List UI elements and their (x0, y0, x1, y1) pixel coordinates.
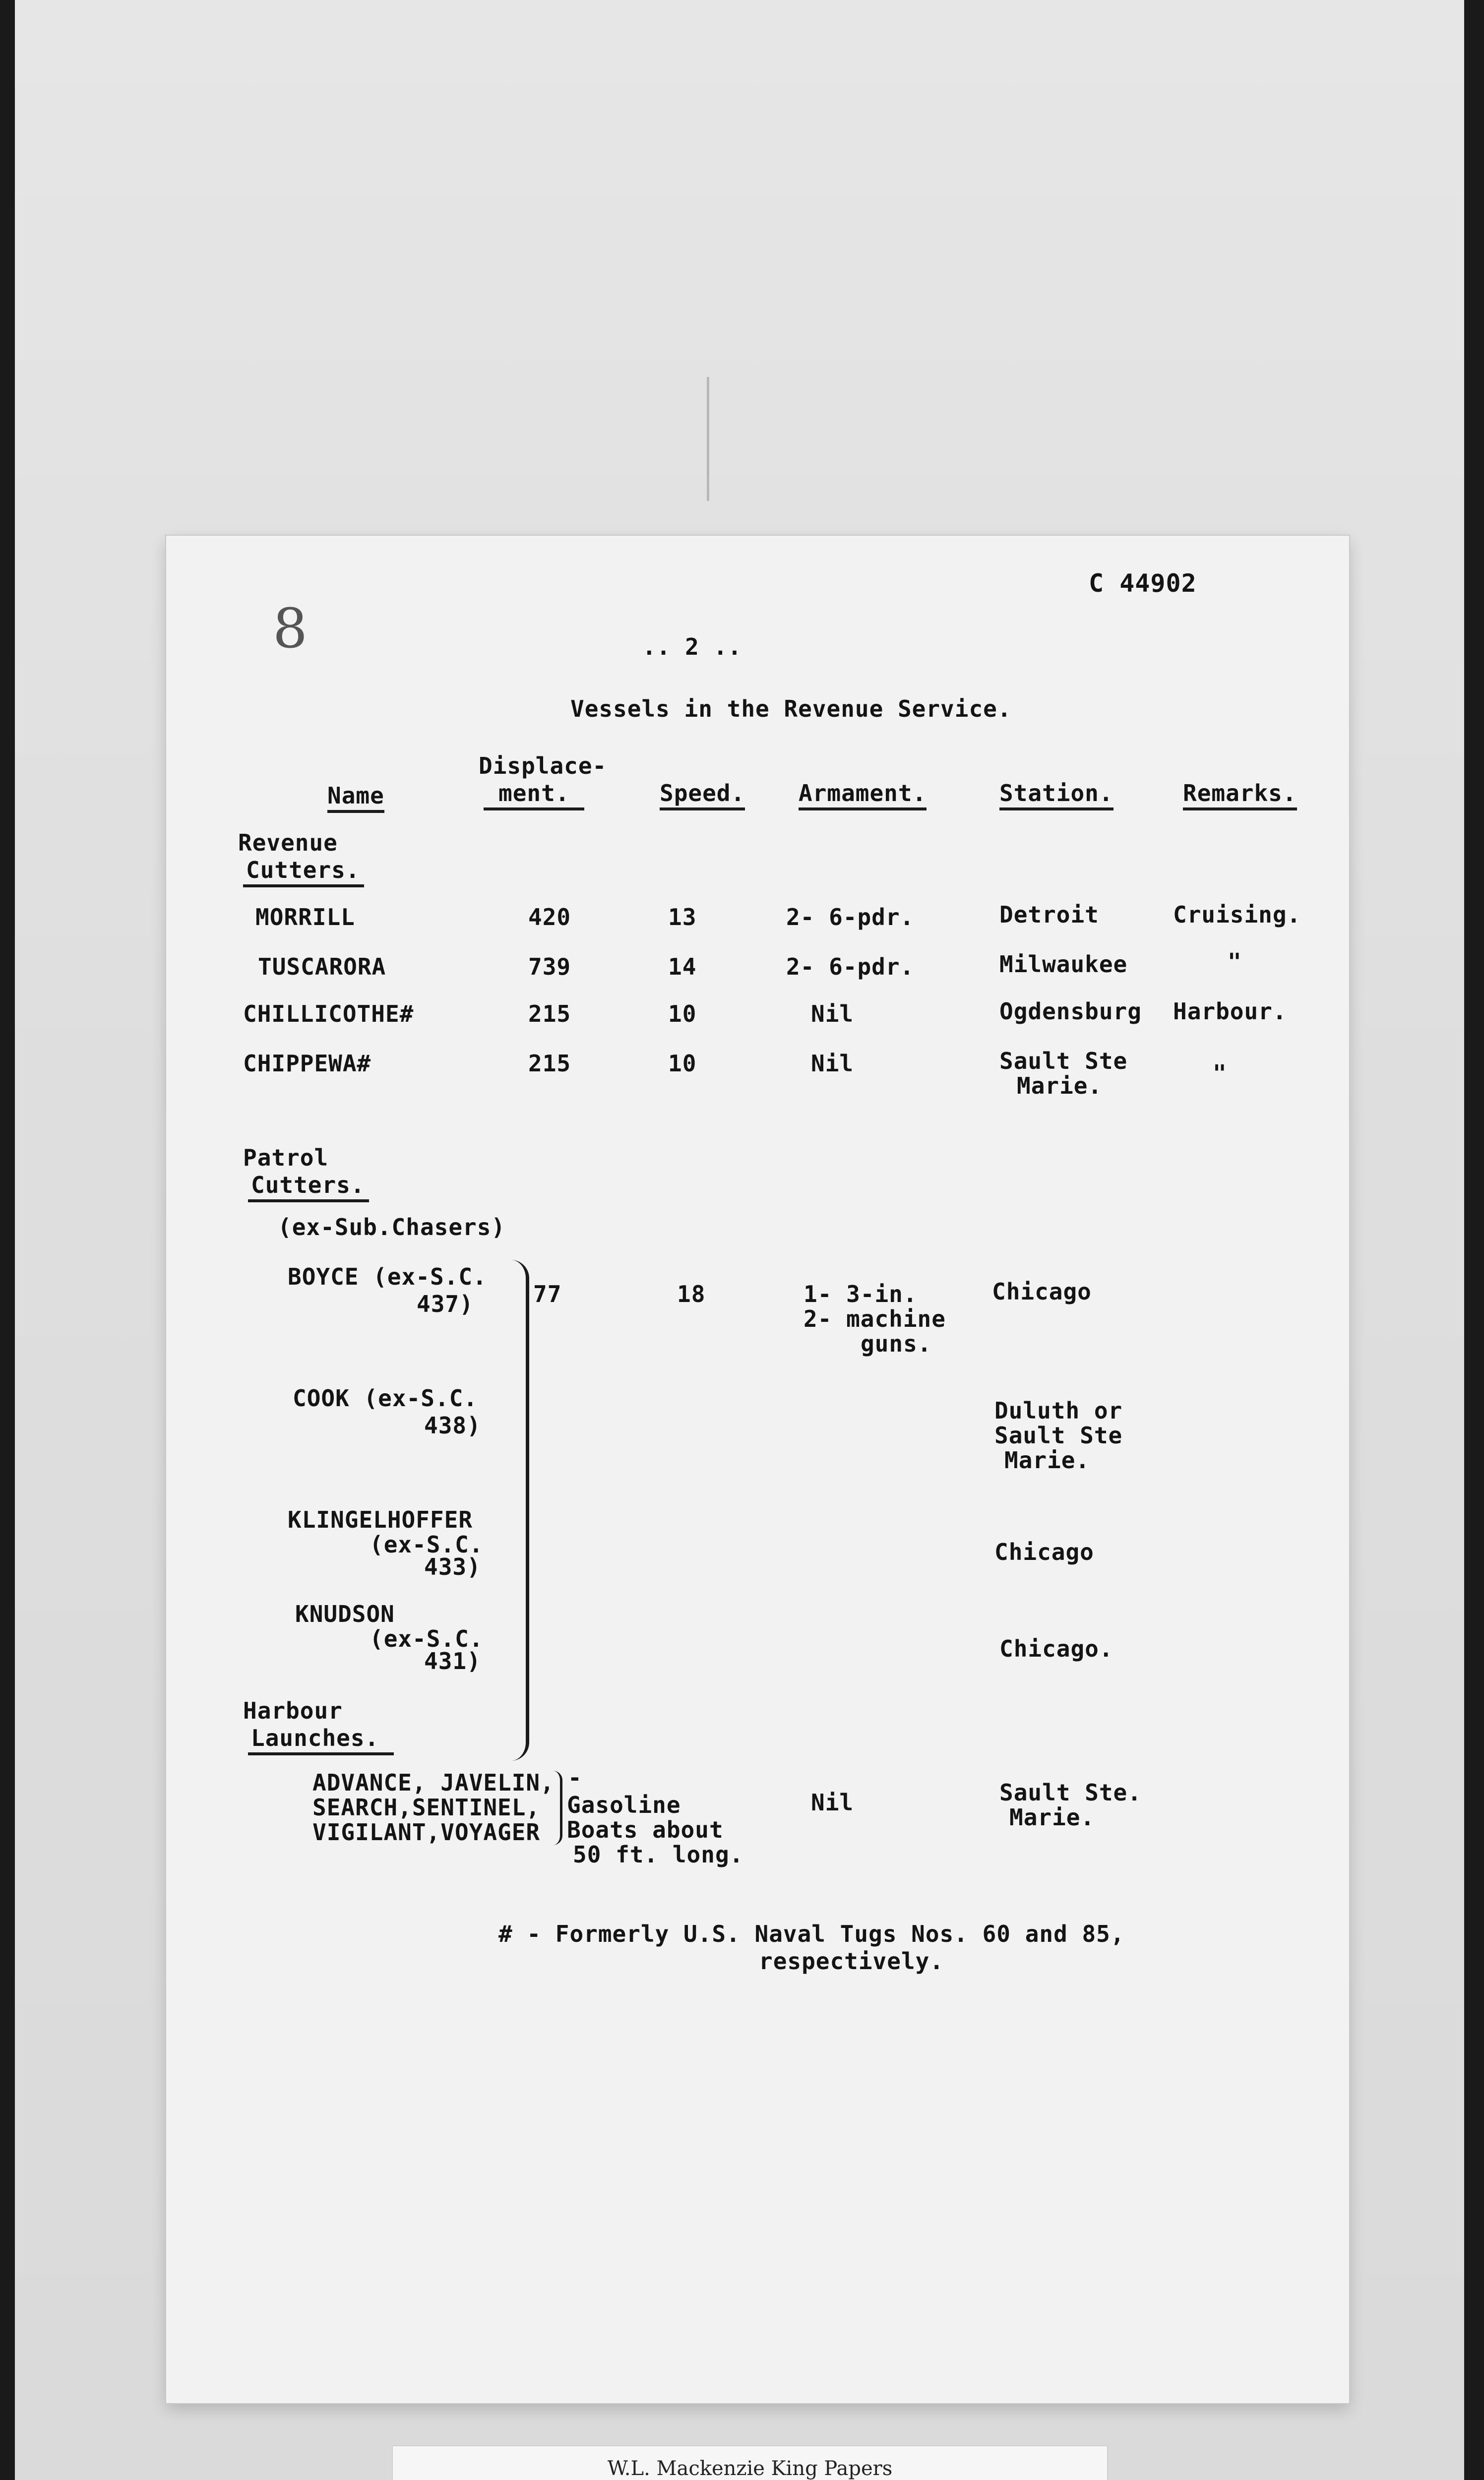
vessel-station: Sault Ste (999, 1048, 1128, 1074)
harbour-launch-dash: - (568, 1764, 582, 1791)
section-revenue-label-2: Cutters. (243, 858, 364, 882)
page-number: .. 2 .. (642, 633, 742, 660)
column-header-displacement-2: ment. (484, 781, 584, 805)
patrol-boat-name: KNUDSON (295, 1601, 395, 1627)
document-heading: Vessels in the Revenue Service. (570, 695, 1012, 722)
vessel-name: CHIPPEWA# (243, 1050, 371, 1077)
harbour-group-brace (553, 1771, 562, 1845)
vessel-station: Detroit (999, 901, 1099, 928)
patrol-station-cont: Marie. (1004, 1447, 1090, 1474)
footnote-line-1: # - Formerly U.S. Naval Tugs Nos. 60 and 85, (498, 1921, 1125, 1947)
harbour-launch-names-3: VIGILANT,VOYAGER (312, 1819, 541, 1846)
harbour-launch-armament: Nil (811, 1789, 854, 1816)
patrol-boat-name: KLINGELHOFFER (288, 1506, 473, 1533)
column-header-station: Station. (999, 781, 1113, 805)
patrol-boat-name-cont: (ex-S.C. (370, 1625, 484, 1652)
vessel-speed: 10 (668, 1050, 697, 1077)
vessel-armament: Nil (811, 1000, 854, 1027)
patrol-displacement: 77 (533, 1281, 562, 1307)
vessel-station: Milwaukee (999, 951, 1128, 978)
column-header-name: Name (327, 784, 384, 807)
patrol-armament-1: 1- 3-in. (804, 1281, 918, 1307)
vessel-remarks-ditto: " (1213, 1060, 1227, 1087)
vessel-speed: 10 (668, 1000, 697, 1027)
section-harbour-label-1: Harbour (243, 1697, 343, 1724)
patrol-armament-2: 2- machine (804, 1305, 946, 1332)
collection-name: W.L. Mackenzie King Papers (607, 2457, 893, 2480)
vessel-armament: 2- 6-pdr. (786, 904, 915, 930)
vessel-name: TUSCARORA (258, 953, 386, 980)
vessel-speed: 13 (668, 904, 697, 930)
vessel-speed: 14 (668, 953, 697, 980)
patrol-boat-name-cont: 438) (424, 1412, 481, 1439)
section-patrol-label-2: Cutters. (248, 1173, 369, 1197)
footnote-line-2: respectively. (759, 1948, 944, 1975)
column-header-armament: Armament. (799, 781, 927, 805)
collection-label (392, 2445, 1108, 2480)
patrol-boat-name-cont: 431) (424, 1648, 481, 1674)
harbour-launch-description-2: Boats about (567, 1816, 724, 1843)
vessel-remarks-ditto: " (1228, 948, 1242, 975)
harbour-launch-description-3: 50 ft. long. (573, 1841, 744, 1868)
vessel-displacement: 215 (528, 1000, 571, 1027)
patrol-boat-name-cont: 437) (417, 1291, 474, 1317)
vessel-displacement: 739 (528, 953, 571, 980)
harbour-launch-names-1: ADVANCE, JAVELIN, (312, 1769, 555, 1796)
section-revenue-label-1: Revenue (238, 829, 338, 856)
patrol-speed: 18 (677, 1281, 706, 1307)
harbour-launch-station-1: Sault Ste. (999, 1779, 1142, 1806)
vessel-displacement: 215 (528, 1050, 571, 1077)
patrol-station: Duluth or (994, 1397, 1123, 1424)
column-header-remarks: Remarks. (1183, 781, 1297, 805)
harbour-launch-station-2: Marie. (1009, 1804, 1095, 1831)
vessel-remarks: Harbour. (1173, 998, 1287, 1025)
patrol-station: Chicago (994, 1539, 1094, 1565)
vessel-displacement: 420 (528, 904, 571, 930)
vessel-name: MORRILL (255, 904, 355, 930)
section-patrol-label-1: Patrol (243, 1144, 329, 1171)
vessel-armament: 2- 6-pdr. (786, 953, 915, 980)
film-edge-left (0, 0, 15, 2480)
document-id: C 44902 (1089, 569, 1197, 598)
section-harbour-label-2: Launches. (248, 1726, 394, 1750)
vessel-station-cont: Marie. (1017, 1072, 1103, 1099)
section-patrol-subtitle: (ex-Sub.Chasers) (278, 1214, 506, 1240)
column-header-displacement-1: Displace- (479, 752, 607, 779)
patrol-boat-name-cont: (ex-S.C. (370, 1531, 484, 1558)
patrol-station: Chicago (992, 1278, 1092, 1305)
harbour-launch-description-1: Gasoline (567, 1792, 681, 1818)
patrol-boat-name: BOYCE (ex-S.C. (288, 1263, 487, 1290)
patrol-station: Chicago. (999, 1635, 1113, 1662)
document-page (166, 536, 1349, 2403)
page-marker-handwritten: 8 (273, 597, 308, 660)
patrol-armament-3: guns. (861, 1330, 932, 1357)
vessel-name: CHILLICOTHE# (243, 1000, 414, 1027)
patrol-station-cont: Sault Ste (994, 1422, 1123, 1449)
film-edge-right (1464, 0, 1484, 2480)
vessel-armament: Nil (811, 1050, 854, 1077)
patrol-boat-name-cont: 433) (424, 1553, 481, 1580)
patrol-group-brace (511, 1260, 529, 1761)
harbour-launch-names-2: SEARCH,SENTINEL, (312, 1794, 541, 1821)
patrol-boat-name: COOK (ex-S.C. (293, 1385, 478, 1412)
column-header-speed: Speed. (660, 781, 745, 805)
film-mark (707, 377, 709, 501)
vessel-remarks: Cruising. (1173, 901, 1301, 928)
vessel-station: Ogdensburg (999, 998, 1142, 1025)
